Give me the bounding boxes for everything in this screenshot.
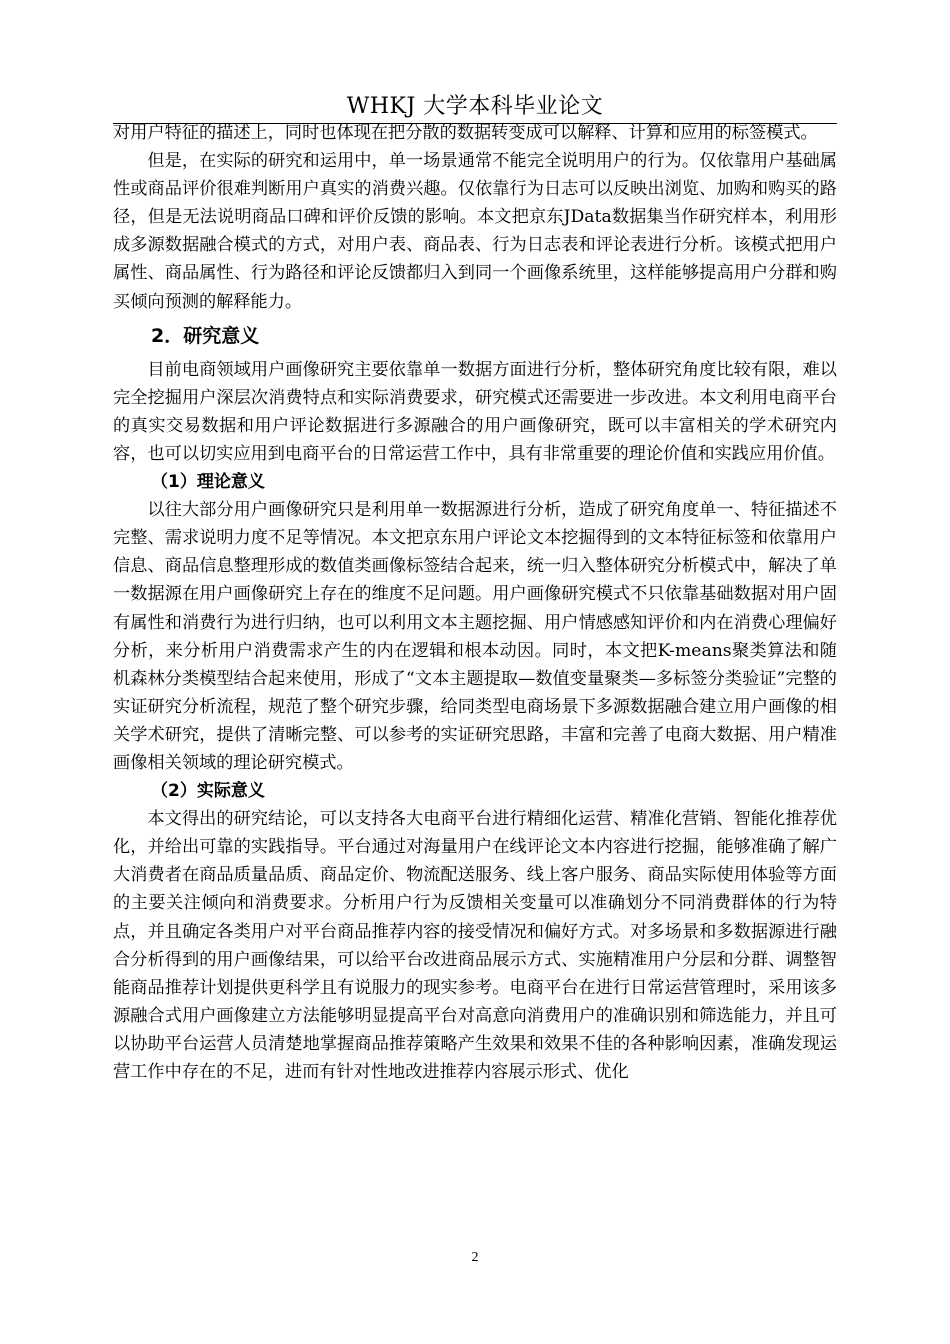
paragraph-continued: 对用户特征的描述上，同时也体现在把分散的数据转变成可以解释、计算和应用的标签模式。: [113, 123, 818, 143]
paragraph-significance-intro: 目前电商领域用户画像研究主要依靠单一数据方面进行分析，整体研究角度比较有限，难以完全挖掘用户深层次消费特点和实际消费要求，研究模式还需要进一步改进。本文利用电商平台的真实交易数据和用户评论数据进行多源融合的用户画像研究，既可以丰富相关的学术研究内容，也可以切实应用到电商平台的日常运营工作中，具有非常重要的理论价值和实践应用价值。: [113, 359, 837, 464]
page-header-title: WHKJ 大学本科毕业论文: [346, 94, 604, 119]
document-body: [113, 119, 837, 1086]
paragraph-theoretical-significance: 以往大部分用户画像研究只是利用单一数据源进行分析，造成了研究角度单一、特征描述不完整、需求说明力度不足等情况。本文把京东用户评论文本挖掘得到的文本特征标签和依靠用户信息、商品信息整理形成的数值类画像标签结合起来，统一归入整体研究分析模式中，解决了单一数据源在用户画像研究上存在的维度不足问题。用户画像研究模式不只依靠基础数据对用户固有属性和消费行为进行归纳，也可以利用文本主题挖掘、用户情感感知评价和内在消费心理偏好分析，来分析用户消费需求产生的内在逻辑和根本动因。同时，本文把K-means聚类算法和随机森林分类模型结合起来使用，形成了“文本主题提取—数值变量聚类—多标签分类验证”完整的实证研究分析流程，规范了整个研究步骤，给同类型电商场景下多源数据融合建立用户画像的相关学术研究，提供了清晰完整、可以参考的实证研究思路，丰富和完善了电商大数据、用户精准画像相关领域的理论研究模式。: [113, 500, 837, 773]
section-heading-research-significance: 2．研究意义: [151, 324, 260, 347]
paragraph-practical-significance: 本文得出的研究结论，可以支持各大电商平台进行精细化运营、精准化营销、智能化推荐优化，并给出可靠的实践指导。平台通过对海量用户在线评论文本内容进行挖掘，能够准确了解广大消费者在商品质量品质、商品定价、物流配送服务、线上客户服务、商品实际使用体验等方面的主要关注倾向和消费要求。分析用户行为反馈相关变量可以准确划分不同消费群体的行为特点，并且确定各类用户对平台商品推荐内容的接受情况和偏好方式。对多场景和多数据源进行融合分析得到的用户画像结果，可以给平台改进商品展示方式、实施精准用户分层和分群、调整智能商品推荐计划提供更科学且有说服力的现实参考。电商平台在进行日常运营管理时，采用该多源融合式用户画像建立方法能够明显提高平台对高意向消费用户的准确识别和筛选能力，并且可以协助平台运营人员清楚地掌握商品推荐策略产生效果和效果不佳的各种影响因素，准确发现运营工作中存在的不足，进而有针对性地改进推荐内容展示形式、优化: [113, 809, 837, 1082]
page-number: 2: [471, 1250, 479, 1265]
paragraph-background: 但是，在实际的研究和运用中，单一场景通常不能完全说明用户的行为。仅依靠用户基础属性或商品评价很难判断用户真实的消费兴趣。仅依靠行为日志可以反映出浏览、加购和购买的路径，但是无法说明商品口碑和评价反馈的影响。本文把京东JData数据集当作研究样本，利用形成多源数据融合模式的方式，对用户表、商品表、行为日志表和评论表进行分析。该模式把用户属性、商品属性、行为路径和评论反馈都归入到同一个画像系统里，这样能够提高用户分群和购买倾向预测的解释能力。: [113, 151, 837, 312]
subsection-heading-theoretical: （1）理论意义: [151, 472, 265, 493]
subsection-heading-practical: （2）实际意义: [151, 781, 265, 802]
